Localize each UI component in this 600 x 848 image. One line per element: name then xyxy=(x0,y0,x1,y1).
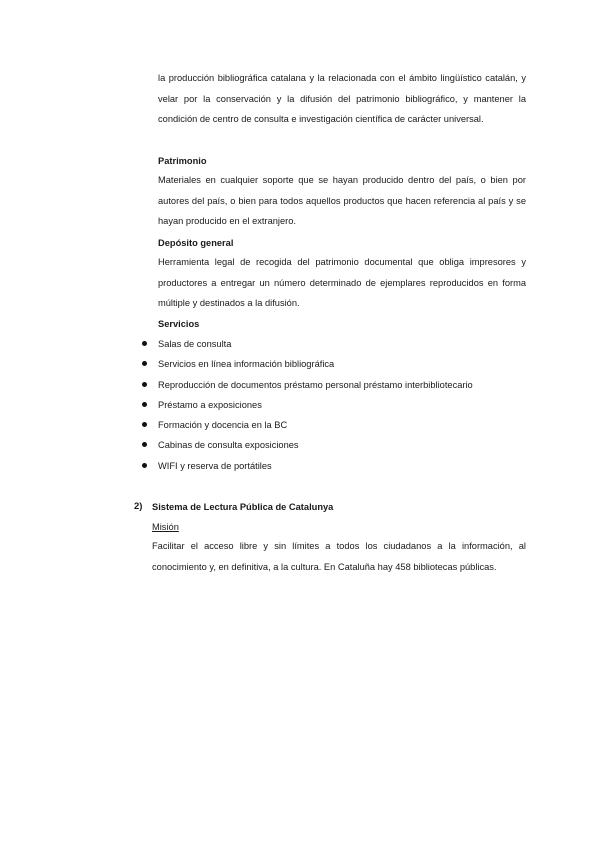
list-item-text: Formación y docencia en la BC xyxy=(158,420,288,431)
servicios-heading: Servicios xyxy=(158,319,200,329)
bullet-icon xyxy=(142,382,147,387)
section-title: Sistema de Lectura Pública de Catalunya xyxy=(152,502,334,512)
list-item-text: Reproducción de documentos préstamo personal préstamo interbibliotecario xyxy=(158,379,473,390)
bullet-icon xyxy=(142,361,147,366)
intro-paragraph: la producción bibliográfica catalana y la relacionada con el ámbito lingüístico catalán, y velar por la conservación y la difusión del patrimonio bibliográfico, y mantener la condición de centro de consulta e investigación científica de carácter universal. xyxy=(158,73,526,124)
bullet-icon xyxy=(142,341,147,346)
mision-subheading: Misión xyxy=(152,522,179,532)
patrimonio-heading: Patrimonio xyxy=(158,156,207,166)
deposito-heading: Depósito general xyxy=(158,238,234,248)
bullet-icon xyxy=(142,463,147,468)
bullet-icon xyxy=(142,402,147,407)
bullet-icon xyxy=(142,442,147,447)
list-item-text: Préstamo a exposiciones xyxy=(158,399,262,410)
list-item-text: Cabinas de consulta exposiciones xyxy=(158,440,299,451)
list-item-text: Servicios en línea información bibliográfica xyxy=(158,359,335,370)
deposito-text: Herramienta legal de recogida del patrimonio documental que obliga impresores y productores a entregar un número determinado de ejemplares reproducidos en forma múltiple y destinados a la difusión. xyxy=(158,257,526,308)
patrimonio-text: Materiales en cualquier soporte que se hayan producido dentro del país, o bien por autores del país, o bien para todos aquellos productos que hacen referencia al país y se hayan producido en el extranjero. xyxy=(158,175,526,226)
section-number: 2) xyxy=(134,501,143,512)
list-item-text: Salas de consulta xyxy=(158,339,232,349)
list-item-text: WIFI y reserva de portátiles xyxy=(158,460,272,471)
bullet-icon xyxy=(142,422,147,427)
mision-text: Facilitar el acceso libre y sin límites a todos los ciudadanos a la información, al conocimiento y, en definitiva, a la cultura. En Cataluña hay 458 bibliotecas públicas. xyxy=(152,541,526,572)
